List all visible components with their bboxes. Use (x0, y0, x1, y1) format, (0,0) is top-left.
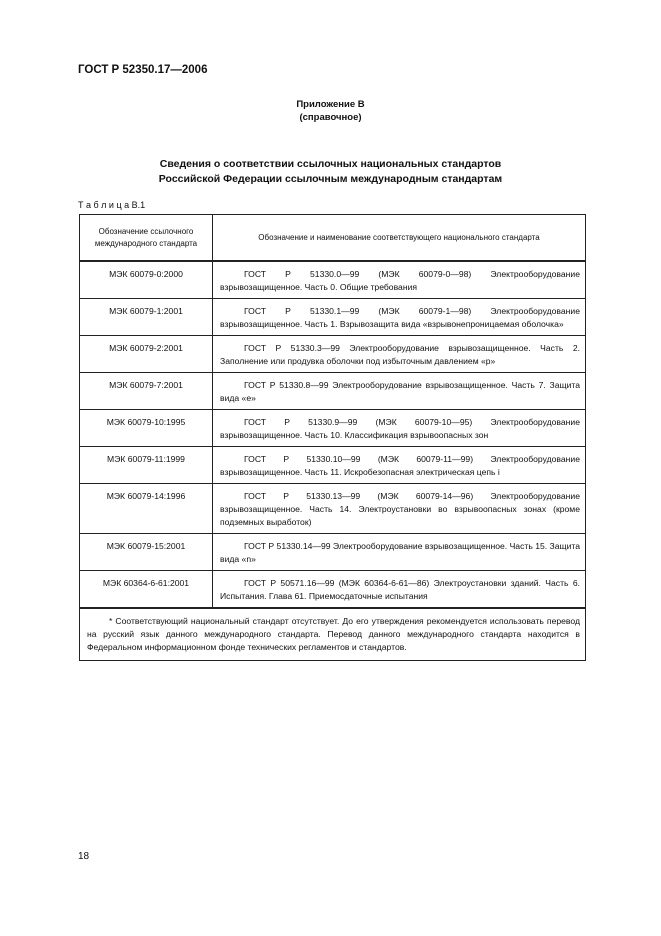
column-header-national: Обозначение и наименование соответствующего национального стандарта (213, 215, 586, 262)
section-heading-line-1: Сведения о соответствии ссылочных национальных стандартов (159, 158, 502, 170)
national-standard-text: ГОСТ Р 51330.1—99 (МЭК 60079-1—98) Электрооборудование взрывозащищенное. Часть 1. Взрывозащита вида «взрывонепроницаемая оболочка» (220, 306, 580, 329)
national-standard-cell (213, 484, 586, 534)
section-heading-line-2: Российской Федерации ссылочным международным стандартам (158, 173, 503, 185)
table-row (80, 261, 586, 299)
national-standard-text: ГОСТ Р 51330.0—99 (МЭК 60079-0—98) Электрооборудование взрывозащищенное. Часть 0. Общие требования (220, 269, 580, 292)
international-standard-cell: МЭК 60079-7:2001 (80, 373, 213, 410)
national-standard-text: ГОСТ Р 51330.13—99 (МЭК 60079-14—96) Электрооборудование взрывозащищенное. Часть 14. Электроустановки во взрывоопасных зонах (кроме подземных выработок) (220, 491, 580, 527)
national-standard-cell (213, 299, 586, 336)
table-row (80, 484, 586, 534)
table-row (80, 373, 586, 410)
national-standard-text: ГОСТ Р 51330.8—99 Электрооборудование взрывозащищенное. Часть 7. Защита вида «е» (220, 380, 580, 403)
annex-title: Приложение В (296, 99, 365, 110)
document-code: ГОСТ Р 52350.17—2006 (78, 64, 208, 76)
national-standard-text: ГОСТ Р 51330.14—99 Электрооборудование взрывозащищенное. Часть 15. Защита вида «n» (220, 541, 580, 564)
table-row (80, 299, 586, 336)
footnote-text: * Соответствующий национальный стандарт отсутствует. До его утверждения рекомендуется использовать перевод на русский язык данного международного стандарта. Перевод данного международного стандарта находится в Федеральном информационном фонде технических регламентов и стандартов. (87, 616, 580, 652)
table-row (80, 336, 586, 373)
national-standard-text: ГОСТ Р 51330.9—99 (МЭК 60079-10—95) Электрооборудование взрывозащищенное. Часть 10. Классификация взрывоопасных зон (220, 417, 580, 440)
national-standard-cell (213, 447, 586, 484)
international-standard-cell: МЭК 60079-10:1995 (80, 410, 213, 447)
international-standard-cell: МЭК 60079-1:2001 (80, 299, 213, 336)
annex-subtitle: (справочное) (299, 112, 362, 123)
table-row (80, 410, 586, 447)
national-standard-text: ГОСТ Р 50571.16—99 (МЭК 60364-6-61—86) Электроустановки зданий. Часть 6. Испытания. Глава 61. Приемосдаточные испытания (220, 578, 580, 601)
table-footnote-row (80, 608, 586, 661)
international-standard-cell: МЭК 60079-2:2001 (80, 336, 213, 373)
table-label: Т а б л и ц а В.1 (78, 200, 146, 210)
national-standard-cell (213, 534, 586, 571)
national-standard-cell (213, 410, 586, 447)
column-header-international: Обозначение ссылочного международного стандарта (80, 215, 213, 262)
national-standard-text: ГОСТ Р 51330.3—99 Электрооборудование взрывозащищенное. Часть 2. Заполнение или продувка оболочки под избыточным давлением «р» (220, 343, 580, 366)
national-standard-cell (213, 261, 586, 299)
table-row (80, 534, 586, 571)
international-standard-cell: МЭК 60079-15:2001 (80, 534, 213, 571)
international-standard-cell: МЭК 60364-6-61:2001 (80, 571, 213, 609)
international-standard-cell: МЭК 60079-14:1996 (80, 484, 213, 534)
national-standard-cell (213, 336, 586, 373)
national-standard-cell (213, 373, 586, 410)
table-footnote (80, 608, 586, 661)
table-row (80, 447, 586, 484)
national-standard-text: ГОСТ Р 51330.10—99 (МЭК 60079-11—99) Электрооборудование взрывозащищенное. Часть 11. Искробезопасная электрическая цепь i (220, 454, 580, 477)
national-standard-cell (213, 571, 586, 609)
table-header-row (80, 215, 586, 262)
international-standard-cell: МЭК 60079-11:1999 (80, 447, 213, 484)
standards-correspondence-table (79, 214, 586, 661)
table-row (80, 571, 586, 609)
page-number: 18 (78, 851, 90, 862)
international-standard-cell: МЭК 60079-0:2000 (80, 261, 213, 299)
